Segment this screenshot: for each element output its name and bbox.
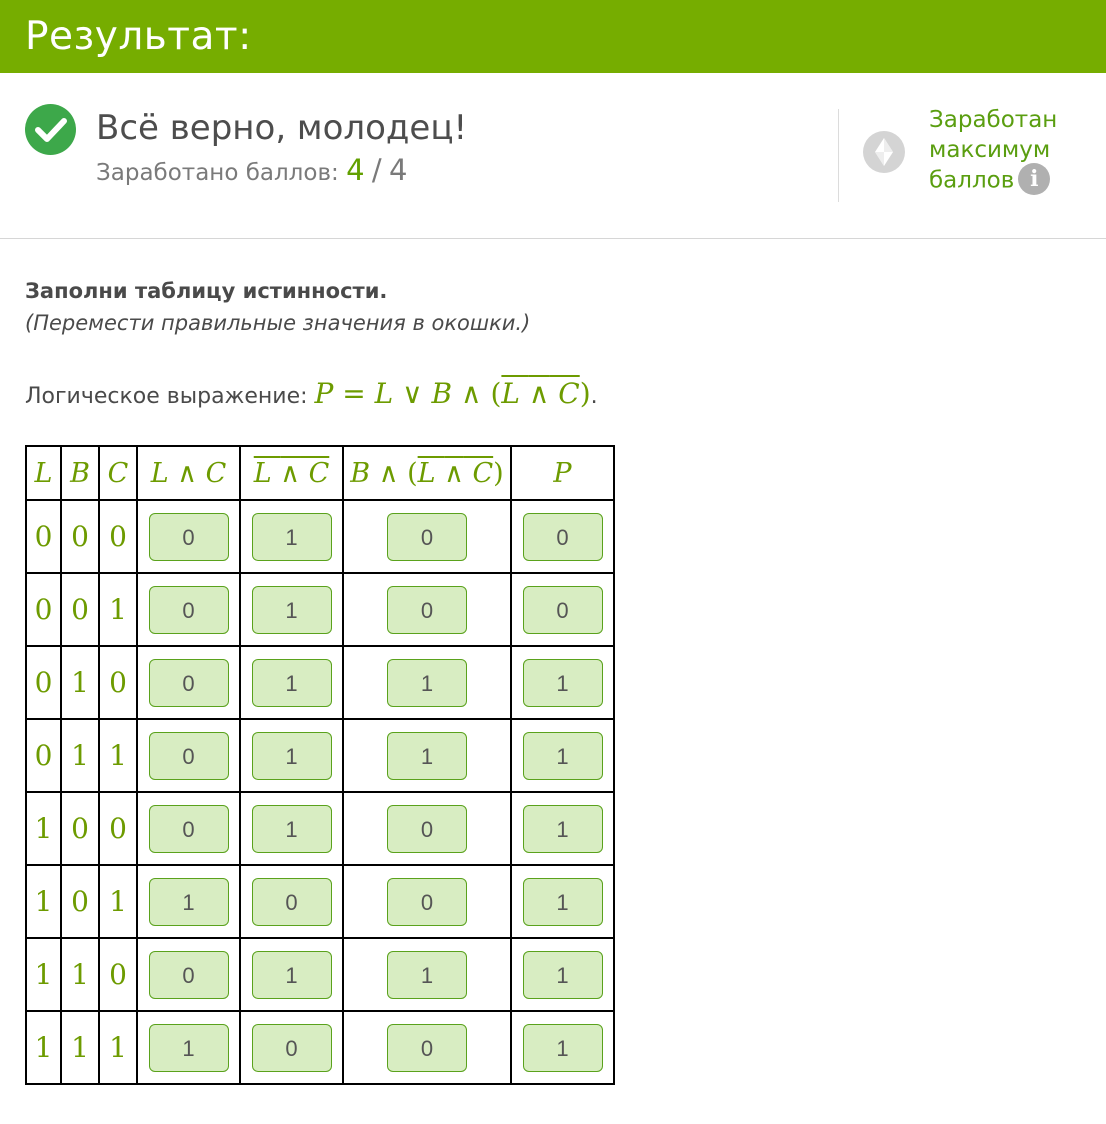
- score-line: [96, 153, 407, 190]
- answer-cell: [137, 792, 240, 865]
- input-value-cell: 0: [26, 646, 61, 719]
- input-value-cell: 0: [61, 792, 99, 865]
- task-instruction: Заполни таблицу истинности.: [25, 279, 388, 303]
- check-circle-icon: [25, 104, 76, 155]
- answer-cell: [511, 573, 614, 646]
- answer-drop-box[interactable]: 0: [149, 732, 229, 780]
- answer-cell: [511, 938, 614, 1011]
- answer-cell: [511, 1011, 614, 1084]
- answer-drop-box[interactable]: 1: [523, 1024, 603, 1072]
- award-line-1: Заработан: [929, 107, 1058, 133]
- col-header-c: C: [99, 446, 137, 500]
- col-header-not-l-and-c: L ∧ C: [240, 446, 343, 500]
- answer-drop-box[interactable]: 0: [149, 805, 229, 853]
- answer-drop-box[interactable]: 1: [387, 659, 467, 707]
- input-value-cell: 1: [61, 938, 99, 1011]
- answer-cell: [511, 646, 614, 719]
- input-value-cell: 1: [26, 938, 61, 1011]
- table-row: [26, 719, 614, 792]
- answer-drop-box[interactable]: 0: [149, 951, 229, 999]
- answer-drop-box[interactable]: 1: [149, 1024, 229, 1072]
- answer-cell: [240, 719, 343, 792]
- input-value-cell: 0: [61, 500, 99, 573]
- input-value-cell: 1: [61, 646, 99, 719]
- input-value-cell: 0: [26, 500, 61, 573]
- logical-expression: [25, 372, 598, 419]
- result-title: Результат:: [25, 14, 252, 59]
- answer-cell: [343, 792, 511, 865]
- answer-drop-box[interactable]: 1: [523, 951, 603, 999]
- answer-cell: [343, 865, 511, 938]
- answer-cell: [511, 719, 614, 792]
- input-value-cell: 1: [26, 792, 61, 865]
- answer-drop-box[interactable]: 0: [387, 805, 467, 853]
- answer-drop-box[interactable]: 0: [252, 878, 332, 926]
- input-value-cell: 1: [61, 1011, 99, 1084]
- answer-drop-box[interactable]: 1: [252, 659, 332, 707]
- answer-drop-box[interactable]: 1: [252, 586, 332, 634]
- table-row: [26, 865, 614, 938]
- score-max: 4: [388, 153, 408, 187]
- answer-cell: [240, 792, 343, 865]
- answer-cell: [137, 500, 240, 573]
- expression-label: Логическое выражение:: [25, 384, 308, 409]
- score-separator: /: [371, 153, 382, 187]
- answer-cell: [343, 719, 511, 792]
- answer-drop-box[interactable]: 1: [252, 732, 332, 780]
- truth-table-header: [26, 446, 614, 500]
- medal-icon: [862, 130, 906, 174]
- answer-drop-box[interactable]: 1: [523, 732, 603, 780]
- answer-drop-box[interactable]: 0: [523, 586, 603, 634]
- task-description: [25, 275, 530, 339]
- input-value-cell: 0: [26, 573, 61, 646]
- award-line-3: [929, 165, 1089, 197]
- answer-drop-box[interactable]: 0: [523, 513, 603, 561]
- answer-cell: [137, 1011, 240, 1084]
- input-value-cell: 0: [99, 938, 137, 1011]
- answer-drop-box[interactable]: 0: [387, 878, 467, 926]
- max-points-award: [929, 105, 1089, 197]
- input-value-cell: 0: [99, 646, 137, 719]
- score-earned: 4: [346, 153, 365, 187]
- answer-cell: [137, 865, 240, 938]
- answer-drop-box[interactable]: 0: [149, 659, 229, 707]
- answer-cell: [343, 573, 511, 646]
- table-row: [26, 1011, 614, 1084]
- answer-drop-box[interactable]: 0: [387, 1024, 467, 1072]
- award-line-3-text: баллов: [929, 167, 1015, 194]
- input-value-cell: 1: [99, 573, 137, 646]
- table-row: [26, 500, 614, 573]
- input-value-cell: 1: [99, 1011, 137, 1084]
- answer-cell: [511, 500, 614, 573]
- truth-table: [25, 445, 615, 1085]
- award-line-2: максимум: [929, 137, 1051, 163]
- answer-drop-box[interactable]: 1: [387, 951, 467, 999]
- answer-cell: [137, 573, 240, 646]
- answer-cell: [137, 938, 240, 1011]
- table-row: [26, 573, 614, 646]
- answer-drop-box[interactable]: 1: [252, 805, 332, 853]
- input-value-cell: 0: [61, 865, 99, 938]
- answer-cell: [240, 573, 343, 646]
- answer-cell: [240, 1011, 343, 1084]
- answer-cell: [240, 500, 343, 573]
- input-value-cell: 1: [61, 719, 99, 792]
- score-label: Заработано баллов:: [96, 160, 339, 186]
- answer-cell: [137, 719, 240, 792]
- answer-drop-box[interactable]: 1: [387, 732, 467, 780]
- result-header: [0, 0, 1106, 73]
- input-value-cell: 1: [99, 865, 137, 938]
- input-value-cell: 0: [99, 500, 137, 573]
- answer-drop-box[interactable]: 1: [252, 951, 332, 999]
- result-panel: [0, 73, 1106, 239]
- answer-cell: [343, 938, 511, 1011]
- answer-drop-box[interactable]: 0: [149, 586, 229, 634]
- col-header-l-and-c: L ∧ C: [137, 446, 240, 500]
- success-message: Всё верно, молодец!: [96, 108, 468, 148]
- answer-drop-box[interactable]: 1: [523, 659, 603, 707]
- expression-formula: P = L ∨ B ∧ (L ∧ C): [314, 377, 591, 410]
- table-row: [26, 646, 614, 719]
- table-row: [26, 938, 614, 1011]
- input-value-cell: 0: [61, 573, 99, 646]
- input-value-cell: 0: [26, 719, 61, 792]
- task-hint: (Перемести правильные значения в окошки.): [25, 311, 531, 335]
- col-header-l: L: [26, 446, 61, 500]
- answer-drop-box[interactable]: 1: [252, 513, 332, 561]
- answer-cell: [240, 938, 343, 1011]
- answer-cell: [511, 792, 614, 865]
- answer-drop-box[interactable]: 0: [387, 513, 467, 561]
- answer-cell: [343, 646, 511, 719]
- answer-drop-box[interactable]: 1: [523, 805, 603, 853]
- input-value-cell: 1: [26, 1011, 61, 1084]
- input-value-cell: 1: [99, 719, 137, 792]
- answer-cell: [343, 1011, 511, 1084]
- input-value-cell: 0: [99, 792, 137, 865]
- answer-cell: [240, 865, 343, 938]
- col-header-b: B: [61, 446, 99, 500]
- answer-cell: [511, 865, 614, 938]
- answer-drop-box[interactable]: 0: [149, 513, 229, 561]
- expression-period: .: [590, 384, 598, 409]
- divider: [838, 109, 839, 202]
- answer-drop-box[interactable]: 0: [252, 1024, 332, 1072]
- answer-cell: [240, 646, 343, 719]
- table-row: [26, 792, 614, 865]
- col-header-p: P: [511, 446, 614, 500]
- col-header-b-and-not: B ∧ (L ∧ C): [343, 446, 511, 500]
- answer-drop-box[interactable]: 1: [523, 878, 603, 926]
- input-value-cell: 1: [26, 865, 61, 938]
- answer-drop-box[interactable]: 0: [387, 586, 467, 634]
- answer-cell: [137, 646, 240, 719]
- answer-cell: [343, 500, 511, 573]
- answer-drop-box[interactable]: 1: [149, 878, 229, 926]
- info-icon[interactable]: i: [1018, 163, 1050, 195]
